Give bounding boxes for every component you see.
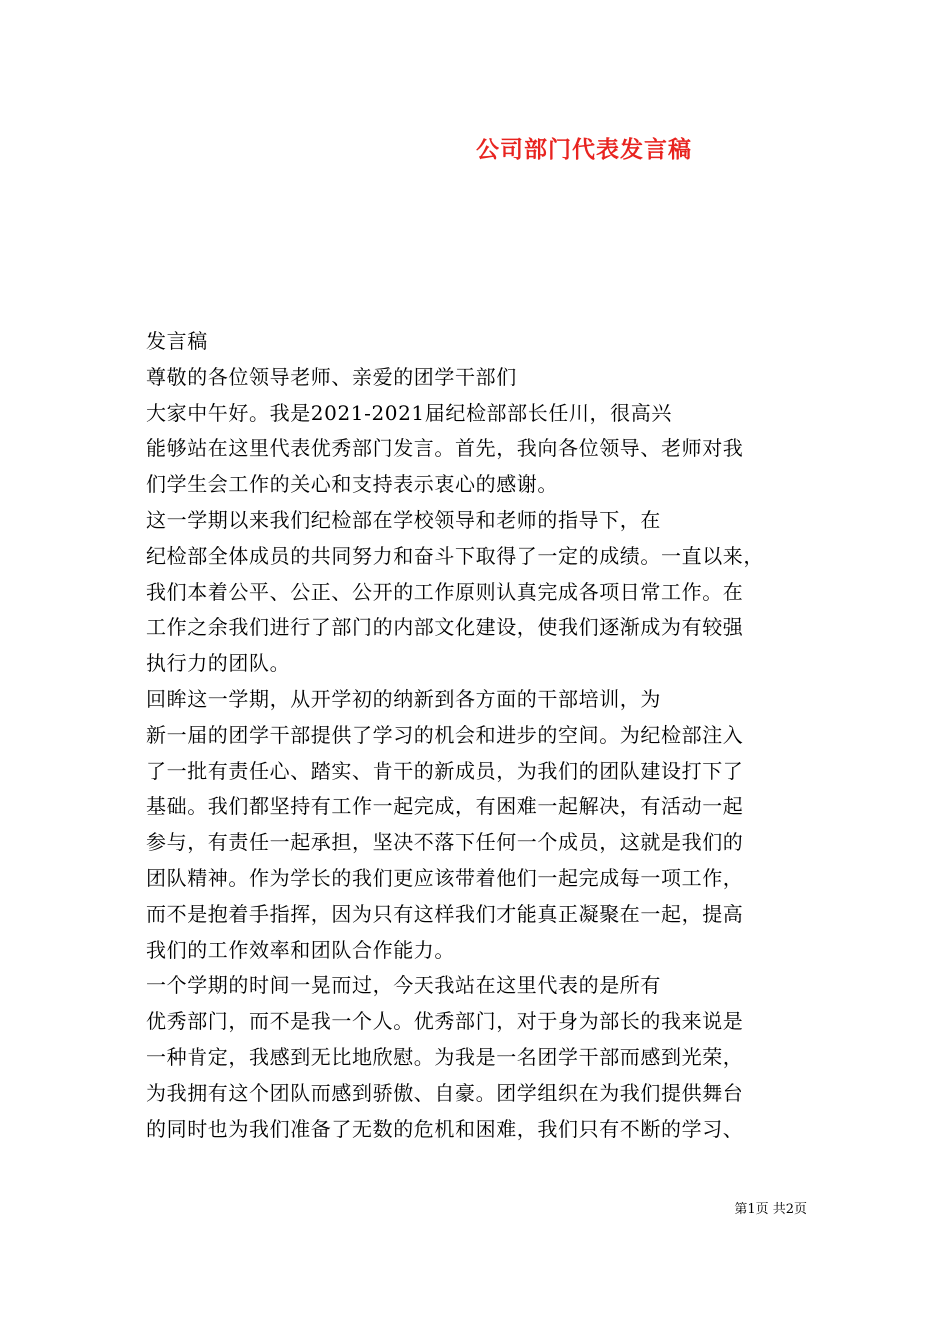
salutation: 尊敬的各位领导老师、亲爱的团学干部们 — [146, 364, 517, 389]
paragraph-line: 了一批有责任心、踏实、肯干的新成员，为我们的团队建设打下了 — [146, 758, 744, 783]
paragraph-line: 新一届的团学干部提供了学习的机会和进步的空间。为纪检部注入 — [146, 722, 744, 747]
paragraph-line: 优秀部门，而不是我一个人。优秀部门，对于身为部长的我来说是 — [146, 1009, 744, 1034]
heading: 发言稿 — [146, 329, 208, 353]
paragraph-line: 而不是抱着手指挥，因为只有这样我们才能真正凝聚在一起，提高 — [146, 901, 744, 926]
paragraph-line: 我们本着公平、公正、公开的工作原则认真完成各项日常工作。在 — [146, 579, 744, 604]
page-indicator: 第1页 共2页 — [734, 1202, 807, 1217]
paragraph-line: 能够站在这里代表优秀部门发言。首先，我向各位领导、老师对我 — [146, 436, 744, 461]
paragraph-4 — [146, 968, 808, 1147]
paragraph-line: 一种肯定，我感到无比地欣慰。为我是一名团学干部而感到光荣， — [146, 1044, 744, 1069]
paragraph-line: 为我拥有这个团队而感到骄傲、自豪。团学组织在为我们提供舞台 — [146, 1080, 744, 1105]
paragraph-line: 们学生会工作的关心和支持表示衷心的感谢。 — [146, 472, 558, 497]
document-title: 公司部门代表发言稿 — [476, 137, 692, 163]
paragraph-line: 回眸这一学期，从开学初的纳新到各方面的干部培训，为 — [146, 686, 661, 711]
paragraph-line: 执行力的团队。 — [146, 651, 291, 676]
paragraph-line: 一个学期的时间一晃而过，今天我站在这里代表的是所有 — [146, 973, 661, 998]
paragraph-line: 这一学期以来我们纪检部在学校领导和老师的指导下，在 — [146, 507, 661, 532]
paragraph-line: 参与，有责任一起承担，坚决不落下任何一个成员，这就是我们的 — [146, 830, 744, 855]
paragraph-2 — [146, 503, 808, 682]
paragraph-line: 团队精神。作为学长的我们更应该带着他们一起完成每一项工作， — [146, 865, 744, 890]
paragraph-line: 的同时也为我们准备了无数的危机和困难，我们只有不断的学习、 — [146, 1116, 744, 1141]
paragraph-line: 大家中午好。我是2021-2021届纪检部部长任川，很高兴 — [146, 400, 672, 425]
paragraph-line: 基础。我们都坚持有工作一起完成，有困难一起解决，有活动一起 — [146, 794, 744, 819]
paragraph-line: 我们的工作效率和团队合作能力。 — [146, 937, 455, 962]
document-body — [146, 324, 808, 1147]
paragraph-line: 工作之余我们进行了部门的内部文化建设，使我们逐渐成为有较强 — [146, 615, 744, 640]
paragraph-line: 纪检部全体成员的共同努力和奋斗下取得了一定的成绩。一直以来， — [146, 543, 764, 568]
paragraph-1 — [146, 396, 808, 503]
paragraph-3 — [146, 682, 808, 968]
